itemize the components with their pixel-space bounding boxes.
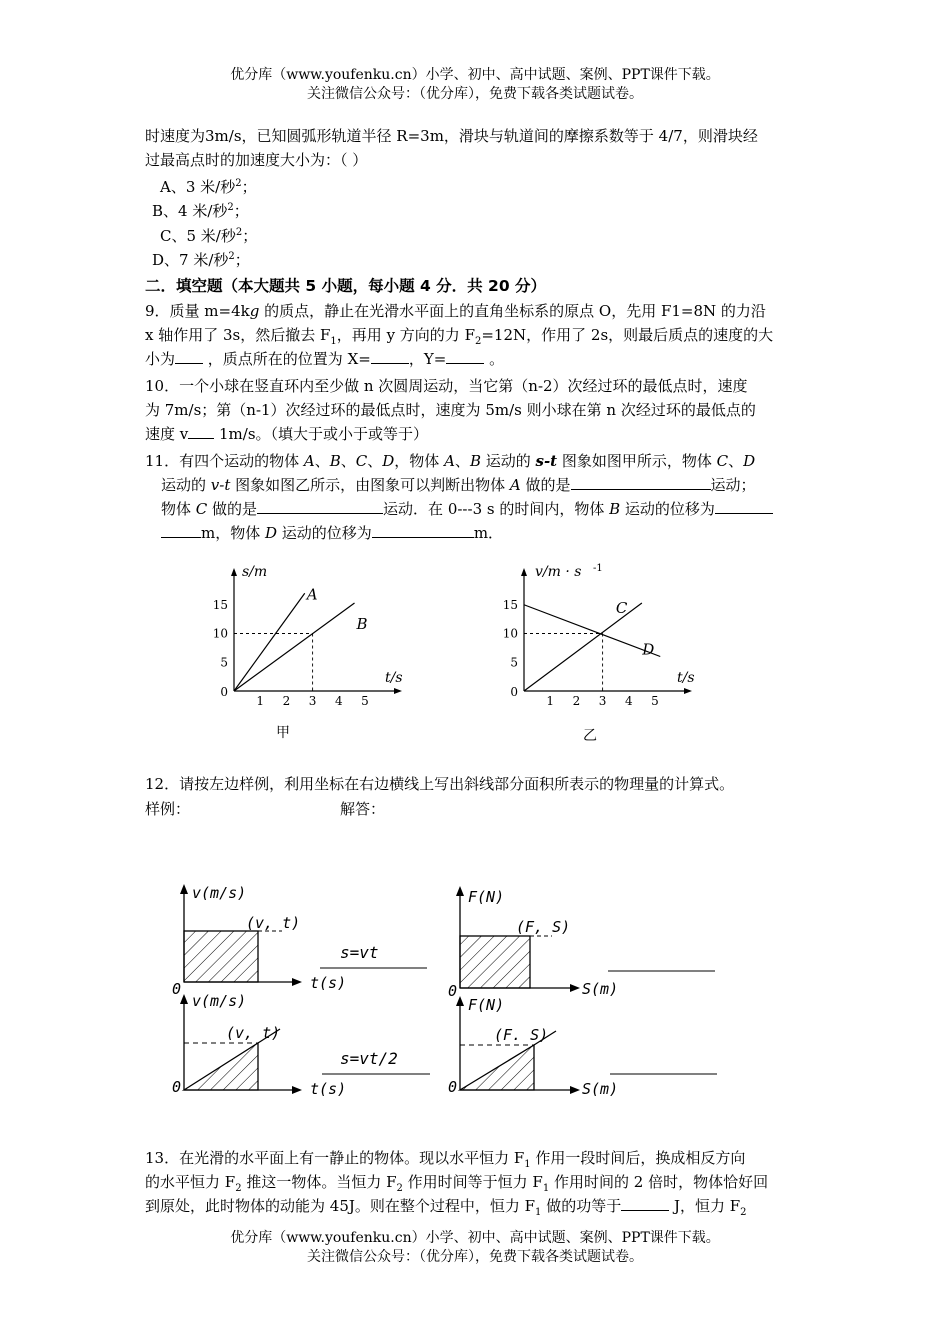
q12-g2-y-arrow	[456, 886, 464, 896]
q11-e: 运动的	[161, 476, 211, 494]
x-tick-label: 1	[546, 694, 555, 708]
x-tick-label: 4	[624, 694, 633, 708]
q11-A1: A	[303, 452, 315, 470]
q13-a: 13．在光滑的水平面上有一静止的物体。现以水平恒力 F	[145, 1149, 525, 1167]
q8-option-b-sup: 2	[227, 202, 234, 213]
q12-g1-point: (v, t)	[246, 914, 301, 932]
q9-g: g	[249, 302, 260, 320]
y-axis-label-sup: -1	[593, 563, 603, 574]
q13-blank-w1[interactable]	[621, 1195, 669, 1211]
q8-option-b-text: B、4 米/秒	[152, 202, 228, 220]
section-2-title: 二．填空题（本大题共 5 小题，每小题 4 分．共 20 分）	[145, 277, 547, 295]
q11-B2: B	[469, 452, 481, 470]
q12-g4-ylabel: F(N)	[468, 996, 505, 1014]
q8-option-c-tail: ；	[242, 227, 258, 245]
series-line-D	[524, 605, 660, 657]
x-axis-label: t/s	[677, 670, 695, 686]
series-label-D: D	[642, 640, 655, 659]
q13-b: 作用一段时间后，换成相反方向	[530, 1149, 746, 1167]
q12-g3-point: (v, t)	[226, 1024, 281, 1042]
q12-g2-hatched-area	[460, 936, 530, 988]
q11-blank-c[interactable]	[257, 498, 383, 514]
series-label-C: C	[615, 599, 628, 618]
q12-g1-xlabel: t(s)	[310, 974, 347, 992]
q12-g2-ylabel: F(N)	[468, 888, 505, 906]
q8-option-a-text: A、3 米/秒	[160, 178, 236, 196]
q8-option-d-tail: ；	[234, 251, 250, 269]
q9-e: =12N，作用了 2s，则最后质点的速度的大	[481, 326, 774, 344]
q8-option-a-tail: ；	[241, 178, 257, 196]
q11-i: 物体	[161, 500, 196, 518]
q9-blank-x[interactable]	[371, 348, 409, 364]
x-tick-label: 5	[651, 694, 659, 708]
y-tick-label: 0	[220, 685, 228, 699]
q8-option-a	[160, 176, 257, 198]
q10-text	[145, 374, 810, 446]
q9-b: 的质点，静止在光滑水平面上的直角坐标系的原点 O，先用 F1=8N 的力沿	[259, 302, 766, 320]
q11-C2: C	[716, 452, 729, 470]
q11-B1: B	[329, 452, 341, 470]
q8-option-c-sup: 2	[235, 227, 243, 238]
q12-text	[145, 772, 810, 796]
q11-j: 做的是	[207, 500, 258, 518]
q12-g4-x-arrow	[570, 1086, 580, 1094]
x-axis-label: t/s	[385, 670, 403, 686]
q10-blank[interactable]	[188, 423, 214, 439]
q13-s2c: 2	[740, 1207, 747, 1218]
q8-line2: 过最高点时的加速度大小为：（ ）	[145, 151, 368, 169]
series-label-B: B	[356, 615, 368, 634]
q12-g4-y-arrow	[456, 996, 464, 1006]
y-tick-label: 10	[212, 626, 228, 641]
q8-text	[145, 124, 810, 172]
q12-g3-hatched-area	[184, 1043, 258, 1090]
q11-k: 运动．在 0---3 s 的时间内，物体	[383, 500, 610, 518]
q9-f: 小为	[145, 350, 176, 368]
page-header-line2: 关注微信公众号：（优分库），免费下载各类试题试卷。	[307, 86, 643, 102]
q13-s1c: 1	[535, 1207, 542, 1218]
q12-g3-formula: s=vt/2	[340, 1049, 398, 1068]
x-tick-label: 5	[361, 694, 369, 708]
q11-sep2: 、	[340, 452, 356, 470]
q9-j: 。	[489, 350, 505, 368]
q12-g2-origin: 0	[448, 982, 458, 1000]
q13-f: 作用时间的 2 倍时，物体恰好回	[549, 1173, 769, 1191]
q13-d: 推这一物体。当恒力 F	[241, 1173, 397, 1191]
q12-line: 12．请按左边样例，利用坐标在右边横线上写出斜线部分面积所表示的物理量的计算式。	[145, 775, 735, 793]
q12-g2-xlabel: S(m)	[582, 980, 619, 998]
y-tick-label: 0	[510, 685, 518, 699]
x-tick-label: 3	[308, 694, 317, 708]
q12-g3-origin: 0	[172, 1078, 182, 1096]
q12-g4-hatched-area	[460, 1045, 534, 1090]
x-tick-label: 3	[598, 694, 607, 708]
q13-s2a: 2	[235, 1183, 242, 1194]
q12-g3-xlabel: t(s)	[310, 1080, 347, 1098]
q11-D1: D	[382, 452, 395, 470]
q12-g4-point: (F. S)	[494, 1026, 549, 1044]
q11-blank-d[interactable]	[372, 522, 474, 538]
q11-vt: v-t	[210, 476, 231, 494]
q11-l: 运动的位移为	[620, 500, 715, 518]
q11-h: 运动；	[710, 476, 756, 494]
q13-g: 到原处，此时物体的动能为 45J。则在整个过程中，恒力 F	[145, 1197, 536, 1215]
q11-blank-b1[interactable]	[715, 498, 773, 514]
y-tick-label: 15	[502, 597, 518, 612]
page-header-line1: 优分库（www.youfenku.cn）小学、初中、高中试题、案例、PPT课件下载。	[230, 67, 720, 83]
q11-A3: A	[509, 476, 521, 494]
q9-d: ，再用 y 方向的力 F	[336, 326, 475, 344]
q11-sep1: 、	[314, 452, 330, 470]
q13-text	[145, 1146, 810, 1218]
y-axis-label: s/m	[242, 564, 268, 580]
q8-option-c	[160, 225, 257, 247]
q11-st: s-t	[535, 452, 558, 470]
series-line-A	[234, 593, 305, 691]
y-axis-arrow	[231, 568, 237, 576]
q9-c: x 轴作用了 3s，然后撤去 F	[145, 326, 331, 344]
q10-line1: 10．一个小球在竖直环内至少做 n 次圆周运动，当它第（n-2）次经过环的最低点时，速度	[145, 377, 748, 395]
q12-g4-xlabel: S(m)	[582, 1080, 619, 1098]
q9-text	[145, 299, 810, 371]
q11-D3: D	[265, 524, 278, 542]
q12-g3-ylabel: v(m/s)	[192, 992, 247, 1010]
q11-m: m，物体	[201, 524, 265, 542]
y-tick-label: 5	[510, 655, 518, 670]
chart-jia-caption: 甲	[276, 725, 290, 741]
q11-B3: B	[609, 500, 621, 518]
chart-yi	[502, 560, 710, 720]
chart-jia	[210, 560, 410, 720]
chart-yi-caption: 乙	[583, 728, 597, 744]
q12-g1-y-arrow	[180, 884, 188, 894]
q12-graph-vt-tri	[170, 990, 440, 1100]
q13-s2b: 2	[396, 1183, 403, 1194]
q12-g1-hatched-area	[184, 931, 258, 982]
q11-D2: D	[743, 452, 756, 470]
q8-option-d-text: D、7 米/秒	[152, 251, 229, 269]
x-axis-arrow	[684, 688, 692, 694]
q12-g1-formula: s=vt	[340, 943, 379, 962]
q9-a: 9．质量 m=4k	[145, 302, 250, 320]
q12-answer-label: 解答：	[340, 800, 386, 818]
q12-g1-ylabel: v(m/s)	[192, 884, 247, 902]
q13-s1b: 1	[542, 1183, 550, 1194]
q10-line3a: 速度 v	[145, 425, 189, 443]
q13-h: 做的功等于	[541, 1197, 622, 1215]
q11-blank-a[interactable]	[571, 474, 711, 490]
q9-h: ，质点所在的位置为 X=	[207, 350, 371, 368]
q11-A2: A	[444, 452, 455, 470]
q12-sample-label: 样例：	[145, 800, 191, 818]
q11-o: m．	[473, 524, 504, 542]
q12-graph-fs-rect	[448, 880, 728, 1000]
y-tick-label: 5	[220, 655, 228, 670]
q12-g1-x-arrow	[292, 978, 302, 986]
q11-d: 图象如图甲所示，物体	[557, 452, 717, 470]
q11-g: 做的是	[520, 476, 571, 494]
q8-option-c-text: C、5 米/秒	[160, 227, 236, 245]
q8-option-b-tail: ；	[233, 202, 249, 220]
q9-sub1: 1	[330, 336, 337, 347]
y-axis-label: v/m · s	[535, 564, 582, 580]
x-axis-arrow	[394, 688, 402, 694]
q12-graph-fs-tri	[448, 990, 728, 1100]
q13-c: 的水平恒力 F	[145, 1173, 236, 1191]
q11-c: 运动的	[480, 452, 536, 470]
x-tick-label: 2	[282, 694, 291, 708]
series-label-A: A	[306, 585, 318, 604]
q9-sub2: 2	[474, 336, 482, 347]
series-line-B	[234, 603, 355, 691]
q11-a: 11．有四个运动的物体	[145, 452, 304, 470]
x-tick-label: 1	[256, 694, 265, 708]
q8-option-d-sup: 2	[228, 251, 235, 262]
q13-i: J，恒力 F	[669, 1197, 741, 1215]
x-tick-label: 2	[572, 694, 581, 708]
y-axis-arrow	[521, 568, 527, 576]
q11-blank-b2[interactable]	[161, 522, 201, 538]
q9-blank-speed[interactable]	[175, 348, 203, 364]
y-tick-label: 15	[212, 597, 228, 612]
q13-e: 作用时间等于恒力 F	[402, 1173, 543, 1191]
q13-s1a: 1	[524, 1159, 531, 1170]
q12-g1-origin: 0	[172, 980, 182, 998]
x-tick-label: 4	[334, 694, 343, 708]
q9-i: ，Y=	[408, 350, 447, 368]
q11-sep3: 、	[367, 452, 383, 470]
q8-option-b	[152, 200, 249, 222]
page-footer-line2: 关注微信公众号：（优分库），免费下载各类试题试卷。	[307, 1249, 643, 1265]
y-tick-label: 10	[502, 626, 518, 641]
q9-blank-y[interactable]	[446, 348, 484, 364]
q12-graph-vt-rect	[170, 880, 430, 1000]
q11-C1: C	[355, 452, 368, 470]
q12-g3-y-arrow	[180, 994, 188, 1004]
q12-g2-point: (F, S)	[516, 918, 571, 936]
q8-line1: 时速度为3m/s，已知圆弧形轨道半径 R=3m，滑块与轨道间的摩擦系数等于 4/7，则滑块经	[145, 127, 758, 145]
q8-option-a-sup: 2	[235, 178, 242, 189]
page-footer-line1: 优分库（www.youfenku.cn）小学、初中、高中试题、案例、PPT课件下载。	[230, 1230, 720, 1246]
q8-option-d	[152, 249, 250, 271]
q10-line3b: 1m/s。（填大于或小于或等于）	[214, 425, 429, 443]
q11-C3: C	[195, 500, 208, 518]
q10-line2: 为 7m/s；第（n-1）次经过环的最低点时，速度为 5m/s 则小球在第 n 次经过环的最低点的	[145, 401, 756, 419]
q11-b: ，物体	[394, 452, 445, 470]
q11-sep5: 、	[728, 452, 744, 470]
q12-g4-origin: 0	[448, 1078, 458, 1096]
q11-text	[145, 449, 810, 545]
q12-g3-x-arrow	[292, 1086, 302, 1094]
q11-f: 图象如图乙所示，由图象可以判断出物体	[230, 476, 510, 494]
q11-n: 运动的位移为	[277, 524, 372, 542]
q11-sep4: 、	[454, 452, 470, 470]
